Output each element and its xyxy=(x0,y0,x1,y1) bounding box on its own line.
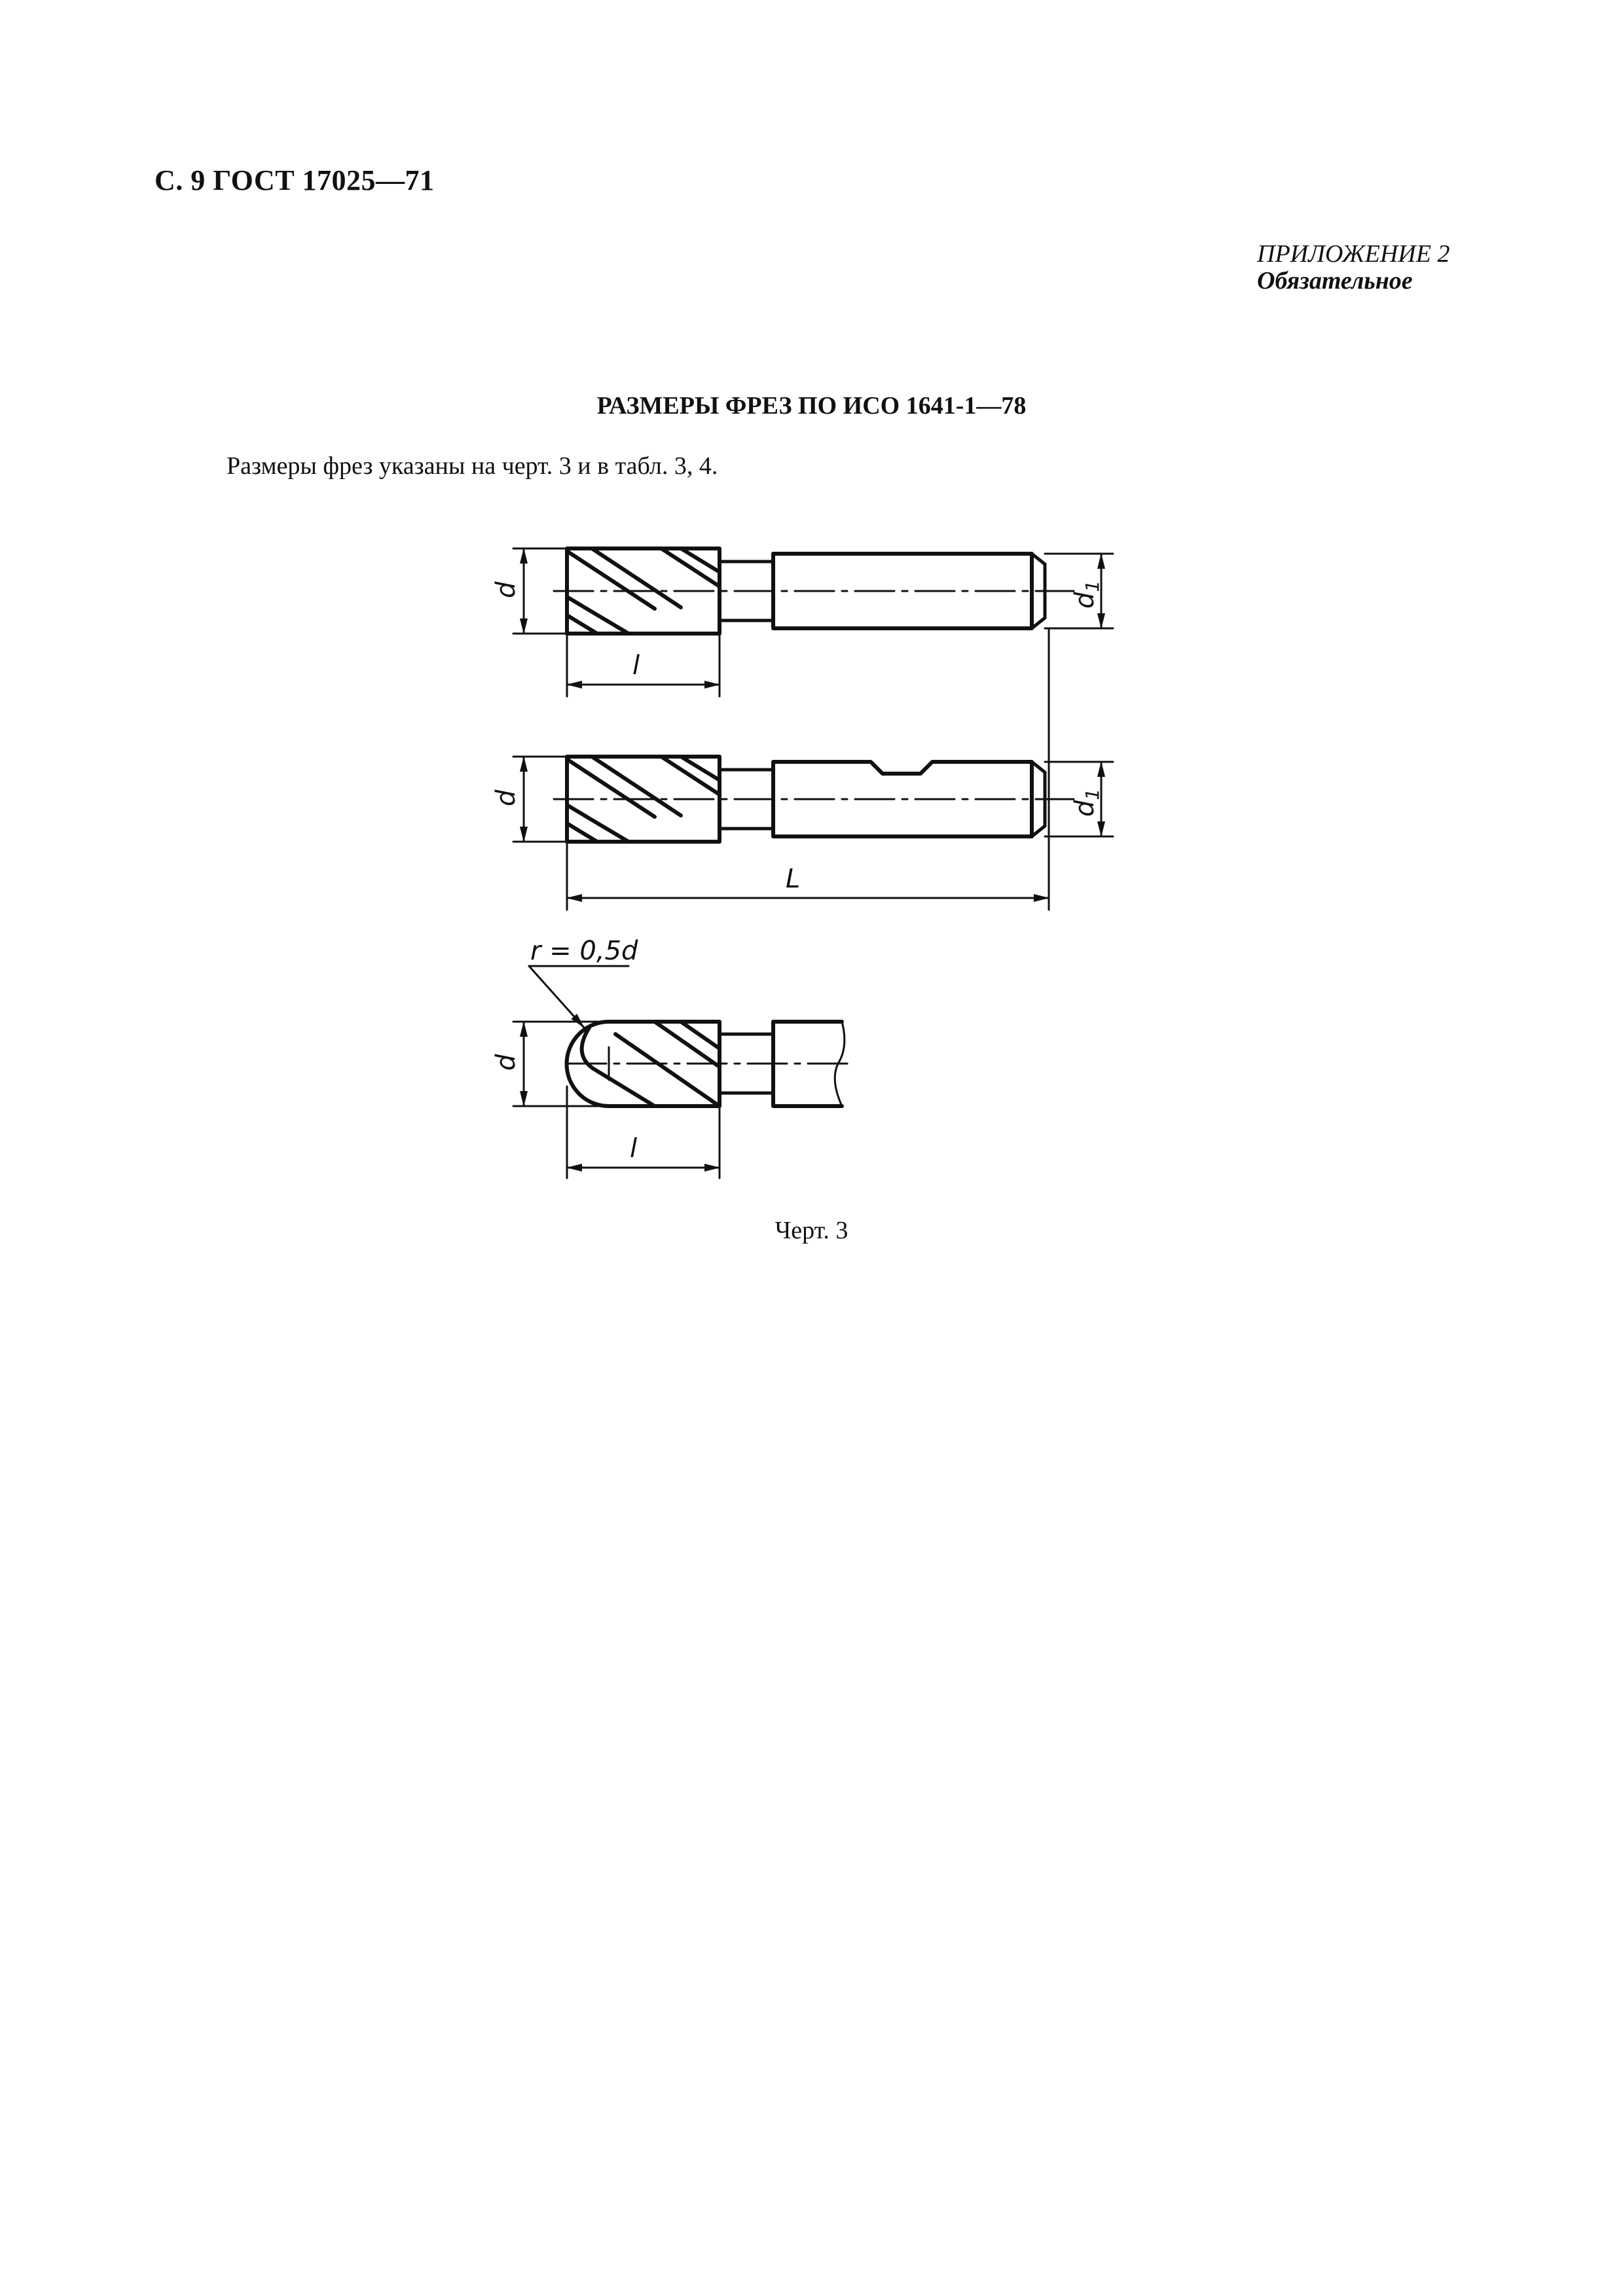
label-l-1: l xyxy=(632,651,640,681)
label-d-1: d xyxy=(491,581,521,598)
appendix-status: Обязательное xyxy=(1257,267,1413,295)
cutter-3 xyxy=(567,1022,852,1106)
cutter-1 xyxy=(554,548,1074,634)
label-d1-1: $d_1$ xyxy=(1070,580,1103,609)
label-radius: r = 0,5d xyxy=(530,936,638,966)
appendix-label: ПРИЛОЖЕНИЕ 2 xyxy=(1257,240,1450,268)
page-header: С. 9 ГОСТ 17025—71 xyxy=(155,164,435,196)
cutter-2 xyxy=(554,757,1074,842)
label-d1-2: $d_1$ xyxy=(1070,788,1103,817)
figure-caption: Черт. 3 xyxy=(775,1217,848,1244)
label-d-3: d xyxy=(491,1054,521,1071)
dimension-lines xyxy=(513,548,1113,1178)
label-d-2: d xyxy=(491,789,521,806)
document-title: РАЗМЕРЫ ФРЕЗ ПО ИСО 1641-1—78 xyxy=(596,392,1027,420)
label-L: L xyxy=(786,864,801,894)
intro-paragraph: Размеры фрез указаны на черт. 3 и в табл. 3, 4. xyxy=(227,452,718,480)
label-l-3: l xyxy=(630,1134,638,1164)
